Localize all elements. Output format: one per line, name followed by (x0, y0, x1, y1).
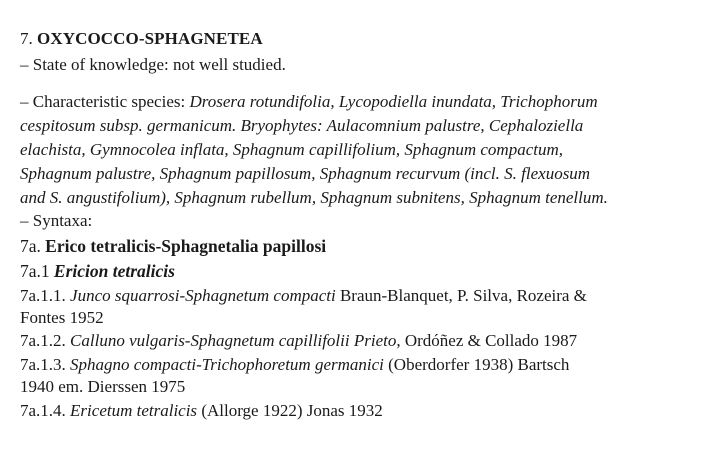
order-name: Erico tetralicis-Sphagnetalia papillosi (45, 236, 327, 256)
alliance-name: Ericion tetralicis (53, 261, 175, 281)
association-name: Calluno vulgaris-Sphagnetum capillifolii Prieto (70, 331, 397, 350)
species-line-1 (20, 92, 598, 112)
species-label: – Characteristic species: (20, 92, 190, 111)
association-number: 7a.1.1. (20, 286, 66, 305)
state-of-knowledge: – State of knowledge: not well studied. (20, 55, 286, 74)
association-7a-1-2 (20, 331, 577, 351)
association-authority: , Ordóñez & Collado 1987 (396, 331, 578, 350)
species-line-5: and S. angustifolium), Sphagnum rubellum, Sphagnum subnitens, Sphagnum tenellum. (20, 188, 608, 207)
species-text-1: Drosera rotundifolia, Lycopodiella inundata, Trichophorum (189, 92, 598, 111)
order-number: 7a. (20, 236, 41, 256)
association-7a-1-1 (20, 286, 587, 306)
class-name: OXYCOCCO-SPHAGNETEA (37, 29, 263, 48)
association-authority: (Oberdorfer 1938) Bartsch (383, 355, 570, 374)
association-name: Junco squarrosi-Sphagnetum compacti (70, 286, 336, 305)
species-line-4: Sphagnum palustre, Sphagnum papillosum, Sphagnum recurvum (incl. S. flexuosum (20, 164, 591, 183)
association-7a-1-4 (20, 401, 383, 421)
association-number: 7a.1.4. (20, 401, 66, 420)
association-name: Ericetum tetralicis (70, 401, 198, 420)
association-7a-1-1-continuation: Fontes 1952 (20, 308, 104, 327)
class-number: 7. (20, 29, 33, 48)
species-line-3: elachista, Gymnocolea inflata, Sphagnum capillifolium, Sphagnum compactum, (20, 140, 563, 159)
syntaxa-label: – Syntaxa: (20, 211, 93, 230)
association-number: 7a.1.3. (20, 355, 66, 374)
class-heading (20, 29, 263, 49)
association-authority: Braun-Blanquet, P. Silva, Rozeira & (335, 286, 587, 305)
species-line-2: cespitosum subsp. germanicum. Bryophytes: Aulacomnium palustre, Cephaloziella (20, 116, 584, 135)
association-7a-1-3 (20, 355, 569, 375)
association-name: Sphagno compacti-Trichophoretum germanici (70, 355, 384, 374)
association-authority: (Allorge 1922) Jonas 1932 (197, 401, 383, 420)
association-number: 7a.1.2. (20, 331, 66, 350)
association-7a-1-3-continuation: 1940 em. Dierssen 1975 (20, 377, 186, 396)
order-heading (20, 236, 326, 257)
alliance-heading (20, 261, 175, 282)
alliance-number: 7a.1 (20, 261, 50, 281)
